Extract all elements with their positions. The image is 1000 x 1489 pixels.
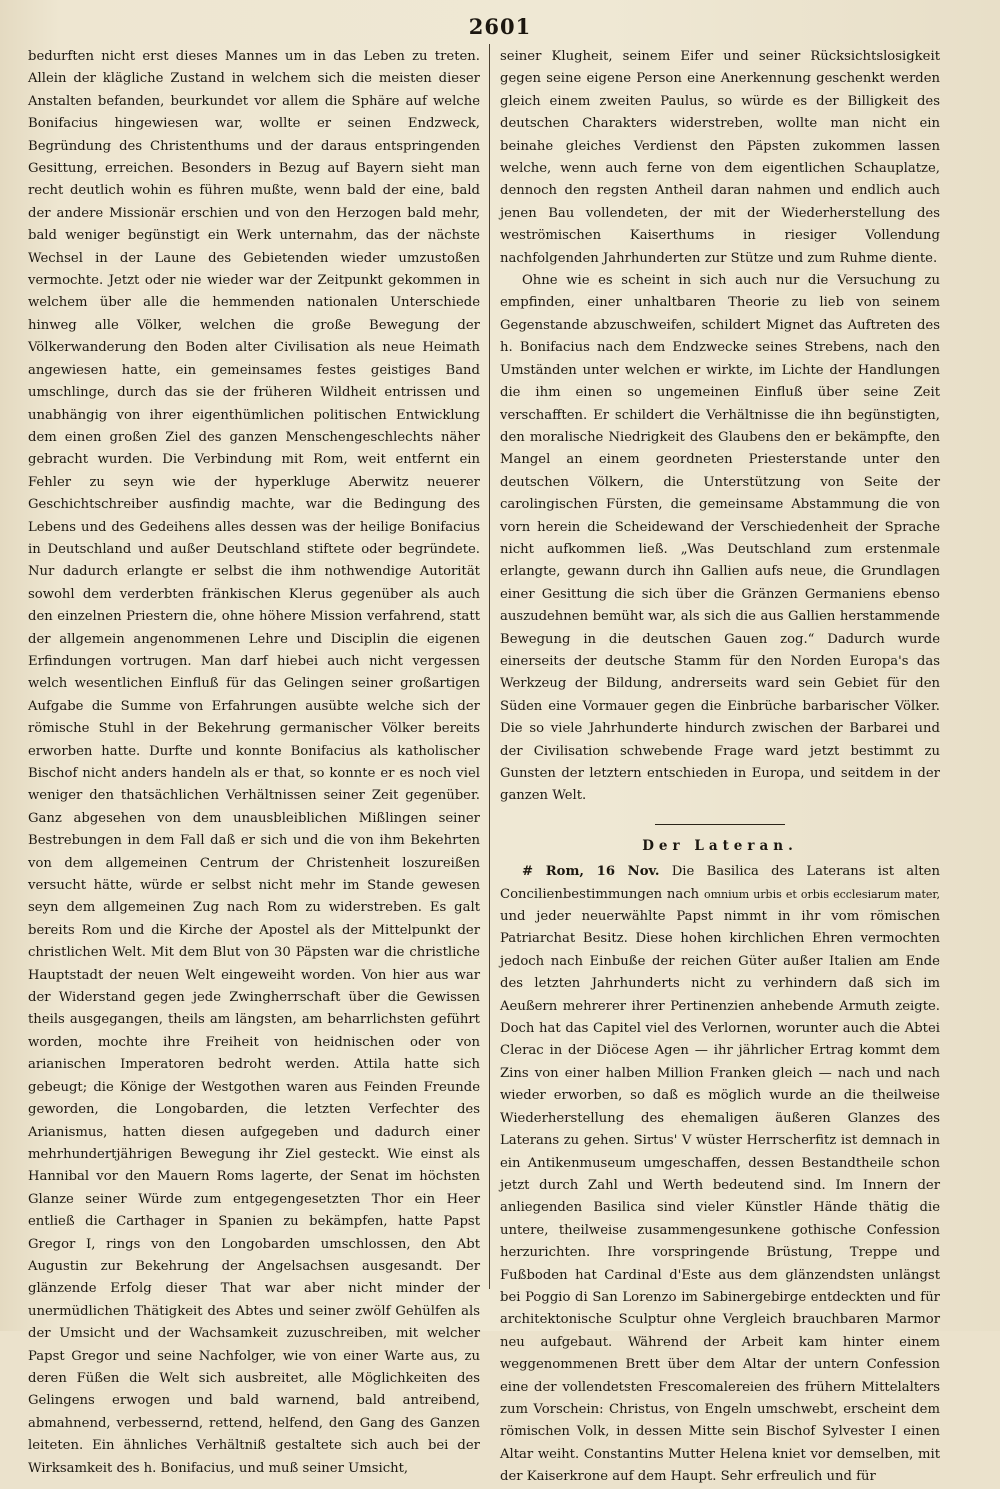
left-column bbox=[28, 46, 480, 1480]
right-paragraph-2: Ohne wie es scheint in sich auch nur die Versuchung zu empfinden, einer unhaltbaren Theorie zu lieb von seinem Gegenstande abzuschweifen, schildert Mignet das Auftreten des h. Bonifacius nach dem Endzwecke seines Strebens, nach den Umständen unter welchen er wirkte, im Lichte der Handlungen die ihm einen so ungemeinen Einfluß über seine Zeit verschafften. Er schildert die Verhältnisse die ihn begünstigten, den moralische Niedrigkeit des Glaubens den er bekämpfte, den Mangel an einem geordneten Priesterstande unter den deutschen Völkern, die Unterstützung von Seite der carolingischen Fürsten, die gemeinsame Abstammung die von vorn herein die Scheidewand der Verschiedenheit der Sprache nicht aufkommen ließ. „Was Deutschland zum erstenmale erlangte, gewann durch ihn Gallien aufs neue, die Grundlagen einer Gesittung die sich über die Gränzen Germaniens ebenso auszudehnen bemüht war, als sich die aus Gallien herstammende Bewegung in die deutschen Gauen zog.“ Dadurch wurde einerseits der deutsche Stamm für den Norden Europa's das Werkzeug der Bildung, andrerseits ward sein Gebiet für den Süden eine Vormauer gegen die Einbrüche barbarischer Völker. Die so viele Jahrhunderte hindurch zwischen der Barbarei und der Civilisation schwebende Frage ward jetzt bestimmt zu Gunsten der letztern entschieden in Europa, und seitdem in der ganzen Welt. bbox=[500, 273, 940, 804]
right-paragraph-1: seiner Klugheit, seinem Eifer und seiner Rücksichtslosigkeit gegen seine eigene Person eine Anerkennung geschenkt werden gleich einem zweiten Paulus, so würde es der Billigkeit des deutschen Charakters widerstreben, wollte man nicht ein beinahe gleiches Verdienst den Päpsten zukommen lassen welche, wenn auch ferne von dem eigentlichen Schauplatze, dennoch den regsten Antheil daran nahmen und endlich auch jenen Bau vollendeten, der mit der Wiederherstellung des weströmischen Kaiserthums in riesiger Vollendung nachfolgenden Jahrhunderten zur Stütze und zum Ruhme diente. bbox=[500, 49, 940, 266]
article-dateline: # Rom, 16 Nov. bbox=[522, 864, 660, 880]
article-latin-phrase: omnium urbis et orbis ecclesiarum mater, bbox=[703, 887, 940, 901]
left-paragraph-1: bedurften nicht erst dieses Mannes um in das Leben zu treten. Allein der klägliche Zustand in welchem sich die meisten dieser Anstalten befanden, beurkundet vor allem die Sphäre auf welche Bonifacius hingewiesen war, wollte er seinen Endzweck, Begründung des Christenthums und der daraus entspringenden Gesittung, erreichen. Besonders in Bezug auf Bayern sieht man recht deutlich wohin es führen mußte, wenn bald der eine, bald der andere Missionär erschien und von den Herzogen bald mehr, bald weniger begünstigt ein Werk unternahm, das der nächste Wechsel in der Laune des Gebietenden wieder umzustoßen vermochte. Jetzt oder nie wieder war der Zeitpunkt gekommen in welchem über alle die hemmenden nationalen Unterschiede hinweg alle Völker, welchen die große Bewegung der Völkerwanderung den Boden alter Civilisation als neue Heimath angewiesen hatte, ein gemeinsames festes geistiges Band umschlinge, durch das sie der früheren Wildheit entrissen und unabhängig von ihrer eigenthümlichen politischen Entwicklung dem einen großen Ziel des ganzen Menschengeschlechts näher gebracht wurden. Die Verbindung mit Rom, weit entfernt ein Fehler zu seyn wie der hyperkluge Aberwitz neuerer Geschichtschreiber ausfindig machte, war die Bedingung des Lebens und des Gedeihens alles dessen was der heilige Bonifacius in Deutschland und außer Deutschland stiftete oder begründete. Nur dadurch erlangte er selbst die ihm nothwendige Autorität sowohl dem verderbten fränkischen Klerus gegenüber als auch den einzelnen Priestern die, ohne höhere Mission verfahrend, statt der allgemein angenommenen Lehre und Disciplin die eigenen Erfindungen vortrugen. Man darf hiebei auch nicht vergessen welch wesentlichen Einfluß für das Gelingen seiner großartigen Aufgabe die Summe von Erfahrungen ausübte welche sich der römische Stuhl in der Bekehrung germanischer Völker bereits erworben hatte. Durfte und konnte Bonifacius als katholischer Bischof nicht anders handeln als er that, so konnte er es noch viel weniger den thatsächlichen Verhältnissen seiner Zeit gegenüber. Ganz abgesehen von dem unausbleiblichen Mißlingen seiner Bestrebungen in dem Fall daß er sich und die von ihm Bekehrten von dem allgemeinen Centrum der Christenheit loszureißen versucht hätte, würde er selbst nicht mehr im Stande gewesen seyn dem allgemeinen Zug nach Rom zu widerstreben. Es galt bereits Rom und die Kirche der Apostel als der Mittelpunkt der christlichen Welt. Mit dem Blut von 30 Päpsten war die christliche Hauptstadt der neuen Welt eingeweiht worden. Von hier aus war der Widerstand gegen jede Zwingherrschaft über die Gewissen theils ausgegangen, theils am längsten, am beharrlichsten geführt worden, mochte ihre Freiheit von heidnischen oder von arianischen Imperatoren bedroht werden. Attila hatte sich gebeugt; die Könige der Westgothen waren aus Feinden Freunde geworden, die Longobarden, die letzten Verfechter des Arianismus, hatten diesen aufgegeben und dadurch einer mehrhundertjährigen Bewegung ihr Ziel gesteckt. Wie einst als Hannibal vor den Mauern Roms lagerte, der Senat im höchsten Glanze seiner Würde zum entgegengesetzten Thor ein Heer entließ die Carthager in Spanien zu bekämpfen, hatte Papst Gregor I, rings von den Longobarden umschlossen, den Abt Augustin zur Bekehrung der Angelsachsen ausgesandt. Der glänzende Erfolg dieser That war aber nicht minder der unermüdlichen Thätigkeit des Abtes und seiner zwölf Gehülfen als der Umsicht und der Wachsamkeit zuzuschreiben, mit welcher Papst Gregor und seine Nachfolger, wie von einer Warte aus, zu deren Füßen die Welt sich ausbreitet, alle Möglichkeiten des Gelingens erwogen und bald warnend, bald antreibend, abmahnend, verbessernd, rettend, helfend, den Gang des Ganzen leiteten. Ein ähnliches Verhältniß gestaltete sich auch bei der Wirksamkeit des h. Bonifacius, und muß seiner Umsicht, bbox=[28, 49, 480, 1476]
section-separator bbox=[655, 824, 785, 825]
page-number: 2601 bbox=[468, 14, 532, 39]
article-text-part2: und jeder neuerwählte Papst nimmt in ihr vom römischen Patriarchat Besitz. Diese hohen kirchlichen Ehren vermochten jedoch nach Einbuße der reichen Güter außer Italien am Ende des letzten Jahrhunderts nicht zu verhindern daß sich im Aeußern mehrerer ihrer Pertinenzien anhebende Armuth zeigte. Doch hat das Capitel viel des Verlornen, worunter auch die Abtei Clerac in der Diöcese Agen — ihr jährlicher Ertrag kommt dem Zins von einer halben Million Franken gleich — nach und nach wieder erworben, so daß es möglich wurde an die theilweise Wiederherstellung des ehemaligen äußeren Glanzes des Laterans zu gehen. Sirtus' V wüster Herrscherfitz ist demnach in ein Antikenmuseum umgeschaffen, dessen Bestandtheile schon jetzt durch Zahl und Werth bedeutend sind. Im Innern der anliegenden Basilica sind vieler Künstler Hände thätig die untere, theilweise zusammengesunkene gothische Confession herzurichten. Ihre vorspringende Brüstung, Treppe und Fußboden hat Cardinal d'Este aus dem glänzendsten unlängst bei Poggio di San Lorenzo im Sabinergebirge entdeckten und für architektonische Sculptur ohne Vergleich brauchbaren Marmor neu aufgebaut. Während der Arbeit kam hinter einem weggenommenen Brett über dem Altar der untern Confession eine der vollendetsten Frescomalereien des frühern Mittelalters zum Vorschein: Christus, von Engeln umschwebt, erscheint dem römischen Volk, in dessen Mitte sein Bischof Sylvester I einen Altar weiht. Constantins Mutter Helena kniet vor demselben, mit der Kaiserkrone auf dem Haupt. Sehr erfreulich und für bbox=[500, 909, 940, 1485]
section-title: Der Lateran. bbox=[642, 837, 798, 854]
article-text-part1: Die Basilica des Laterans ist alten Concilienbestimmungen nach bbox=[500, 864, 940, 902]
right-column bbox=[500, 46, 940, 1489]
column-divider bbox=[489, 44, 490, 1289]
article-paragraph bbox=[500, 861, 940, 1488]
